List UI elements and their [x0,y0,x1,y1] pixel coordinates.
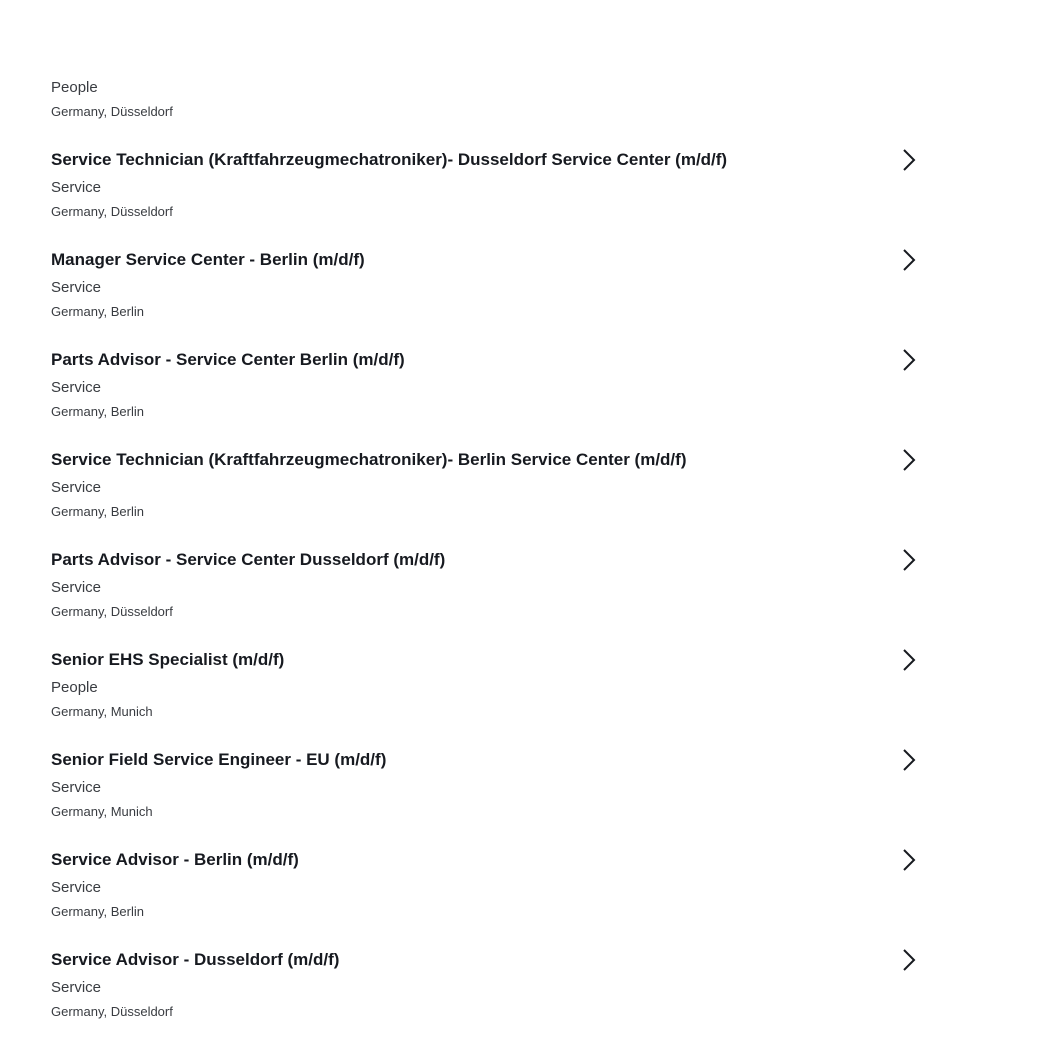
job-department: Service [51,879,102,896]
job-title[interactable]: Manager Service Center - Berlin (m/d/f) [51,250,365,269]
job-listing[interactable] [51,748,931,848]
job-title[interactable]: Parts Advisor - Service Center Dusseldorf (m/d/f) [51,550,446,569]
chevron-right-icon[interactable] [900,948,918,972]
job-location: Germany, Munich [51,804,153,819]
job-list [51,148,931,1048]
job-title[interactable]: Service Advisor - Berlin (m/d/f) [51,850,299,869]
job-location: Germany, Berlin [51,404,144,419]
job-listing[interactable] [51,148,931,248]
job-title[interactable]: Service Advisor - Dusseldorf (m/d/f) [51,950,340,969]
chevron-right-icon[interactable] [900,248,918,272]
job-department: Service [51,779,102,796]
job-location: Germany, Düsseldorf [51,1004,173,1019]
job-listing[interactable] [51,348,931,448]
job-location: Germany, Munich [51,704,153,719]
chevron-right-icon[interactable] [900,748,918,772]
job-location: Germany, Berlin [51,504,144,519]
job-location: Germany, Düsseldorf [51,604,173,619]
job-title[interactable]: Senior Field Service Engineer - EU (m/d/f) [51,750,387,769]
job-location: Germany, Berlin [51,304,144,319]
chevron-right-icon[interactable] [900,848,918,872]
job-listing[interactable] [51,648,931,748]
job-department: People [51,79,98,96]
job-department: Service [51,479,102,496]
job-department: Service [51,579,102,596]
job-listing[interactable] [51,548,931,648]
job-title[interactable]: Parts Advisor - Service Center Berlin (m/d/f) [51,350,405,369]
job-location: Germany, Düsseldorf [51,104,173,119]
chevron-right-icon[interactable] [900,148,918,172]
chevron-right-icon[interactable] [900,648,918,672]
job-listing[interactable] [51,248,931,348]
job-listing[interactable] [51,848,931,948]
job-title[interactable]: Senior EHS Specialist (m/d/f) [51,650,285,669]
job-location: Germany, Düsseldorf [51,204,173,219]
job-department: People [51,679,98,696]
job-department: Service [51,379,102,396]
job-title[interactable]: Service Technician (Kraftfahrzeugmechatroniker)- Dusseldorf Service Center (m/d/f) [51,150,728,169]
job-department: Service [51,179,102,196]
job-department: Service [51,279,102,296]
job-listing[interactable] [51,948,931,1048]
job-department: Service [51,979,102,996]
job-title[interactable]: Service Technician (Kraftfahrzeugmechatroniker)- Berlin Service Center (m/d/f) [51,450,687,469]
job-location: Germany, Berlin [51,904,144,919]
chevron-right-icon[interactable] [900,348,918,372]
chevron-right-icon[interactable] [900,548,918,572]
job-listing[interactable] [51,448,931,548]
chevron-right-icon[interactable] [900,448,918,472]
